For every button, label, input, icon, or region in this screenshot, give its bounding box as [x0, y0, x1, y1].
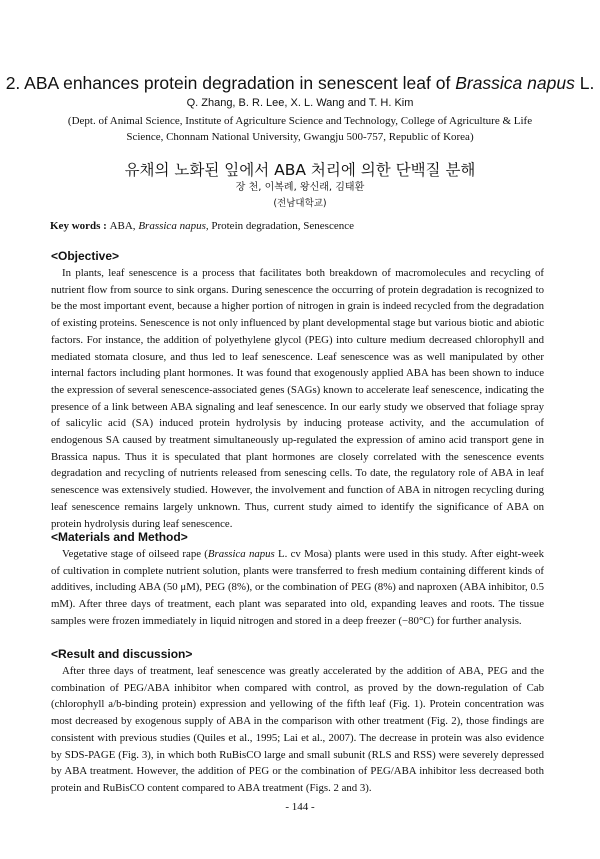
korean-authors: 장 천, 이복례, 왕신래, 김태환 [235, 182, 365, 193]
objective-heading: <Objective> [51, 249, 120, 263]
korean-affiliation: (전남대학교) [273, 198, 327, 209]
affiliation: (Dept. of Animal Science, Institute of Agriculture Science and Technology, College of Agriculture & Life Science, Chonnam National University, Gwangju 500-757, Republic of Korea) [67, 115, 533, 143]
korean-title: 유채의 노화된 잎에서 ABA 처리에 의한 단백질 분해 [124, 161, 476, 179]
keywords-species: Brassica napus, [138, 220, 209, 232]
keywords: Key words : ABA, Brassica napus, Protein degradation, Senescence [50, 220, 354, 232]
page-number: - 144 - [285, 801, 315, 813]
results-heading: <Result and discussion> [51, 647, 193, 661]
title-species: Brassica napus [455, 73, 575, 93]
results-paragraph: After three days of treatment, leaf senescence was greatly accelerated by the addition of ABA, PEG and the combination of PEG/ABA inhibitor when compared with control, as proved by the down-regulation of Cab (chlorophyll a/b-binding protein) expression and yellowing of the fifth leaf (Fig. 1). Protein concentration was most decreased by exogenous supply of ABA in the comparison with other treatment (Fig. 2), those findings are consistent with previous studies (Quiles et al., 1995; Lai et al., 2007). The decrease in protein was also evidence by SDS-PAGE (Fig. 3), in which both RuBisCO large and small subunit (RLS and RSS) were severely depressed by ABA treatment. However, the addition of PEG or the combination of PEG/ABA inhibitor less decreased both protein and RuBisCO content compared to ABA treatment (Figs. 2 and 3). [51, 665, 544, 794]
methods-species: Brassica napus [207, 548, 275, 560]
methods-paragraph: Vegetative stage of oilseed rape (Brassica napus L. cv Mosa) plants were used in this study. After eight-week of cultivation in complete nutrient solution, plants were transferred to fresh medium containing different kinds of additives, including ABA (50 μM), PEG (8%), or the combination of PEG (8%) and naproxen (ABA inhibitor, 0.5 mM). After three days of treatment, each plant was separated into old, expanding leaves and roots. The tissue samples were frozen immediately in liquid nitrogen and stored in a deep freezer (−80°C) for further analysis. [51, 548, 544, 627]
methods-heading: <Materials and Method> [51, 530, 188, 544]
author-list: Q. Zhang, B. R. Lee, X. L. Wang and T. H. Kim [186, 97, 414, 109]
objective-paragraph: In plants, leaf senescence is a process that facilitates both breakdown of macromolecules and recycling of nutrient flow from source to sink organs. During senescence the occurring of protein degradation is recognized to be the most important event, because a higher portion of nitrogen in grain is indeed recycled from the degradation of existing proteins. Senescence is not only influenced by plant developmental stage but various biotic and abiotic factors. For instance, the addition of polyethylene glycol (PEG) into culture medium decreased chlorophyll and mediated stomata closure, and thus led to leaf senescence. Leaf senescence was as well manipulated by other internal factors including plant hormones. It was found that exogenously applied ABA has been shown to induce the expression of several senescence-associated genes (SAGs) known to accelerate leaf senescence, indicating the presence of a link between ABA signaling and leaf senescence. In our early study we observed that foliage spray of salicylic acid (SA) induced protein hydrolysis by inducing protease activity, and the accumulation of endogenous SA caused by treatment simultaneously up-regulated the expression of amino acid transport gene in Brassica napus. Thus it is speculated that plant hormones are closely correlated with the senescence events degradation and recycling of nutrients released from senescing cells. To date, the regulatory role of ABA in leaf senescence was extensively studied. However, the involvement and function of ABA in nitrogen recycling during leaf senescence remains largely unknown. Thus, current study aimed to identify the significance of ABA on protein hydrolysis during leaf senescence. [51, 267, 544, 530]
keywords-label: Key words : [50, 220, 110, 232]
paper-title: 2. ABA enhances protein degradation in senescent leaf of Brassica napus L. [5, 73, 595, 93]
